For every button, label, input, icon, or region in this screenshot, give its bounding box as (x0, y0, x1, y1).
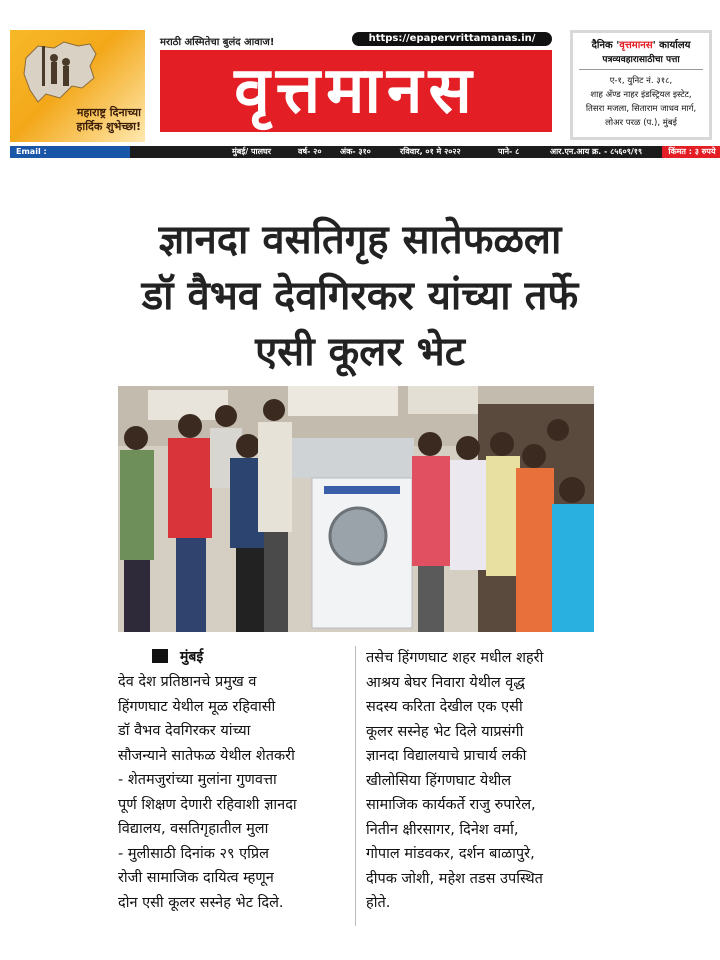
body-line: सदस्य करिता देखील एक एसी (366, 699, 523, 715)
body-line: खीलोसिया हिंगणघाट येथील (366, 772, 512, 789)
body-line: तसेच हिंगणघाट शहर मधील शहरी (366, 650, 544, 666)
address-title: दैनिक 'वृत्तमानस' कार्यालय (591, 40, 691, 51)
site-url-link[interactable]: https://epapervrittamanas.in/ (352, 32, 552, 46)
maharashtra-map-icon (20, 38, 100, 110)
body-line: आश्रय बेघर निवारा येथील वृद्ध (366, 674, 525, 691)
greeting-line-2: हार्दिक शुभेच्छा! (76, 120, 141, 133)
body-line: रोजी सामाजिक दायित्व म्हणून (118, 870, 274, 886)
article-photo (118, 386, 594, 632)
body-line: डॉ वैभव देवगिरकर यांच्या (118, 723, 251, 739)
greeting-text (21, 106, 141, 134)
body-line: पूर्ण शिक्षण देणारी रहिवाशी ज्ञानदा (118, 796, 297, 813)
dateline (152, 647, 203, 666)
registration-number: आर.एन.आय क्र. - ८५६०९/१९ (550, 147, 643, 156)
office-address-box (570, 30, 712, 140)
address-line: शाह अँण्ड नाहर इंडस्ट्रियल इस्टेट, (590, 90, 692, 100)
body-line: - शेतमजुरांच्या मुलांना गुणवत्ता (118, 772, 277, 788)
body-line: होते. (366, 895, 391, 911)
dateline-text: मुंबई (180, 649, 204, 665)
article-column-2 (366, 646, 594, 916)
body-line: विद्यालय, वसतिगृहातील मुला (118, 821, 269, 837)
edition-label: मुंबई/ पालघर (232, 147, 272, 156)
address-line: ए-१, युनिट नं. ३१८, (609, 76, 673, 86)
article-headline (20, 212, 700, 380)
maharashtra-day-badge (10, 30, 145, 142)
headline-line-3: एसी कूलर भेट (255, 329, 465, 375)
issue-label: अंक- ३१० (340, 147, 371, 156)
body-line: दीपक जोशी, महेश तडस उपस्थित (366, 870, 543, 887)
masthead (10, 30, 716, 168)
email-link[interactable]: Email : vrittamanas1@gmail.com (10, 146, 130, 158)
group-photo-illustration (118, 386, 594, 632)
address-line: लोअर परळ (प.), मुंबई (605, 118, 677, 128)
price-badge: किंमत : ३ रुपये (662, 146, 720, 158)
body-line: दोन एसी कूलर सस्नेह भेट दिले. (118, 894, 284, 911)
address-line: तिसरा मजला, सिताराम जाधव मार्ग, (585, 104, 697, 114)
body-line: ज्ञानदा विद्यालयाचे प्राचार्य लकी (366, 748, 527, 764)
year-label: वर्ष- २० (298, 147, 322, 156)
headline-line-1: ज्ञानदा वसतिगृह सातेफळला (158, 217, 562, 263)
body-line: कूलर सस्नेह भेट दिले याप्रसंगी (366, 723, 524, 740)
body-line: - मुलीसाठी दिनांक २९ एप्रिल (118, 845, 269, 862)
body-line: नितीन क्षीरसागर, दिनेश वर्मा, (366, 821, 519, 838)
body-line: गोपाल मांडवकर, दर्शन बाळापुरे, (366, 846, 535, 862)
body-line: सामाजिक कार्यकर्ते राजु रुपारेल, (366, 797, 536, 813)
greeting-line-1: महाराष्ट्र दिनाच्या (76, 106, 141, 119)
column-divider (355, 646, 356, 926)
body-line: हिंगणघाट येथील मूळ रहिवासी (118, 698, 276, 715)
article-column-1 (118, 670, 346, 915)
date-label: रविवार, ०१ मे २०२२ (400, 147, 461, 156)
newspaper-name: वृत्तमानस (234, 53, 478, 128)
body-line: देव देश प्रतिष्ठानचे प्रमुख व (118, 674, 257, 690)
tagline: मराठी अस्मितेचा बुलंद आवाज! (160, 37, 275, 48)
headline-line-2: डॉ वैभव देवगिरकर यांच्या तर्फे (141, 273, 579, 319)
body-line: सौजन्याने सातेफळ येथील शेतकरी (118, 747, 295, 764)
address-subtitle: पत्रव्यवहारासाठीचा पत्ता (579, 53, 703, 70)
bullet-square-icon (152, 649, 168, 663)
pages-label: पाने- ८ (498, 147, 520, 156)
